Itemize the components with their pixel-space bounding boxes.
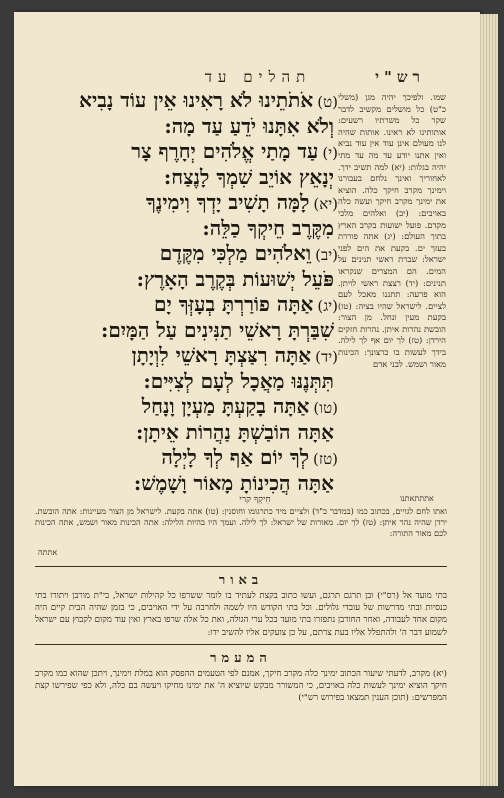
- verse-number: (יג): [317, 297, 338, 315]
- verse-text: עַד מָתַי אֱלֹהִים יְחָרֶף צָר: [131, 139, 319, 163]
- divider-rule: [35, 566, 447, 567]
- divider-rule: [35, 644, 447, 645]
- page-header-psalms: תהלים עד: [204, 68, 312, 86]
- verse-number: (יא): [313, 195, 338, 213]
- verse-line: [38, 241, 338, 267]
- catchword-left: אתתה: [38, 548, 58, 557]
- hamaamar-text: (יא) מקרב, לדעתי שיעור הכתוב ימינך כלה מקרב חיקך, אמנם לפי הטעמים ההפסק הוא במלת וימינך, ויתכן שהוא כמו מקרב חיקך הוציא ימינך לעשות כלה באויבים, כי המשורר מבקש שיוציא ה' את ימינו מחיקו ויעשה בם כלה, ולא כפי שפירשו קצת המפרשים: (תוכן הענין תמצאו בפירוש רש"י): [35, 669, 447, 704]
- verse-line: [38, 445, 338, 471]
- verse-number: (טז): [313, 450, 338, 468]
- verse-line: [38, 292, 338, 318]
- verse-footnote: ואתו לחם לגויים, בכתוב כמו (במדבר כ"ד) ולציים מיד כתרגומו וחוסנין: (טו) אתה בקעת. לישראל מן הצור מעיינות: אתה הובשת. ירדן שהיה נהר איתן: (טז) לך יום. מאורות של ישראל: לך לילה. ועמך היו בהיות הלילה: אתה הכינות מאור ושמש, אתה הכינות לכם מאור התורה:: [35, 506, 447, 538]
- verse-text: אַתָּה הוֹבַשְׁתָּ נַהֲרוֹת אֵיתָן:: [136, 419, 334, 444]
- verse-text: מִקֶּרֶב חֵיקְךָ כַלֵּה:: [202, 215, 334, 240]
- verse-number: (ט): [317, 93, 338, 111]
- verse-number: (יד): [315, 348, 338, 366]
- verse-line: [38, 190, 338, 216]
- verse-line: [38, 88, 338, 114]
- verse-line: [38, 318, 338, 344]
- page-edges: [480, 14, 498, 786]
- verse-line: [38, 471, 338, 497]
- verse-text: וְלֹא אִתָּנוּ יֹדֵעַ עַד מָה:: [164, 113, 334, 138]
- verse-text: תִּתְּנֶנּוּ מַאֲכָל לְעָם לְצִיִּים:: [143, 368, 334, 393]
- verse-line: [38, 343, 338, 369]
- verse-line: [38, 216, 338, 242]
- page-header-rashi: רש"י: [375, 68, 425, 86]
- verse-column: [38, 88, 338, 496]
- rashi-commentary: שמו. ולפיכך יהיה מגן (משלי כ"ט) כל מושלים מקשיב לדבר שקר כל משרתיו רשעים: אותותינו לא ראינו. אותות שהיה לנו מעולם אינן עוד אין עוד נביא ואין אתנו יודע עד מה עד מתי יהיה בגלות: (יא) למה תשיב ידך. לאחוריך ואינך נלחם בעבורנו וימינך מקרב חיקך כלה. הוציא את ימינך מקרב חיקך ועשה כלה באויבים: (יב) ואלהים מלכי מקדם. פועל ישועות בקרב הארץ בתוך העולם: (יג) אתה פוררת בעזך ים. בקעת את הים לפני ישראל: שברת ראשי תנינים על המים. הם המצרים שנקראו תנינים: (יד) רצצת ראשי לויתן. הוא פרעה: תתננו מאכל לעם לציים. לישראל שהיו בציה: (טו) בקעת מעין ונחל. מן הצור: הובשת נהרות איתן. נהרות חזקים הירדן: (טז) לך יום אף לך לילה. בידך לעשות בו כרצונך: הכינות מאור ושמש. לבני אדם: [338, 92, 446, 369]
- verse-line: [38, 114, 338, 140]
- verse-line: [38, 267, 338, 293]
- verse-text: אַתָּה פוֹרַרְתָּ בְעָזְּךָ יָם: [154, 292, 314, 316]
- verse-line: [38, 394, 338, 420]
- verse-text: פֹּעֵל יְשׁוּעוֹת בְּקֶרֶב הָאָרֶץ:: [136, 266, 334, 291]
- verse-line: [38, 420, 338, 446]
- verse-number: (י): [322, 144, 338, 162]
- verse-text: לָמָּה תָשִׁיב יָדְךָ וִימִינֶךָ: [146, 190, 310, 214]
- verse-text: אֹתֹתֵינוּ לֹא רָאִינוּ אֵין עוֹד נָבִיא: [79, 88, 314, 112]
- verse-text: אַתָּה בָקַעְתָּ מַעְיָן וָנָחַל: [141, 394, 310, 418]
- verse-text: אַתָּה רִצַּצְתָּ רָאשֵׁי לִוְיָתָן: [131, 343, 312, 367]
- hamaamar-title: המעמר: [210, 651, 272, 666]
- verse-text: אַתָּה הֲכִינוֹתָ מָאוֹר וָשָׁמֶשׁ:: [133, 470, 334, 495]
- verse-text: שִׁבַּרְתָּ רָאשֵׁי תַנִּינִים עַל הַמָּיִם:: [100, 317, 334, 342]
- keri-note: חִיקְךָ קרי: [239, 495, 271, 505]
- catchword-right: אתתתאתנו: [400, 494, 434, 503]
- verse-text: יְנָאֵץ אוֹיֵב שִׁמְךָ לָנֶצַח:: [163, 164, 334, 189]
- verse-number: (יב): [315, 246, 338, 264]
- verse-line: [38, 369, 338, 395]
- biur-title: באור: [218, 573, 264, 588]
- verse-line: [38, 139, 338, 165]
- verse-text: לְךָ יוֹם אַף לְךָ לָיְלָה: [161, 445, 310, 469]
- biur-text: בתי מועד אל (רס"י) ובן תרגם תרגם, ועשו כתוב בקצת לעתיד בו לומר ששרפו כל קהילות ישראל, בי"ת מורבן ויתורו בתי כנסיות ובתי מדרשות של עובדי גלולים. וכל בתי הקודש היו לשמה ולחרבה על ידי האויבים, כי בזמן שהיה הבית קיים היה מקום אחד לעבודה, ואחר החורבן נתפזרו בתי מועד בכל ערי הגולה, ואת כל אלה שרפו בארץ ואין עוד מקום לקבוץ עם ישראל לשמוע דבר ה' ולהתפלל אליו בעת צרתם, על כן צועקים אליו להשיב ידו:: [35, 591, 447, 638]
- verse-text: וֵאלֹהִים מַלְכִּי מִקֶּדֶם: [159, 241, 312, 265]
- verse-line: [38, 165, 338, 191]
- verse-number: (טו): [313, 399, 338, 417]
